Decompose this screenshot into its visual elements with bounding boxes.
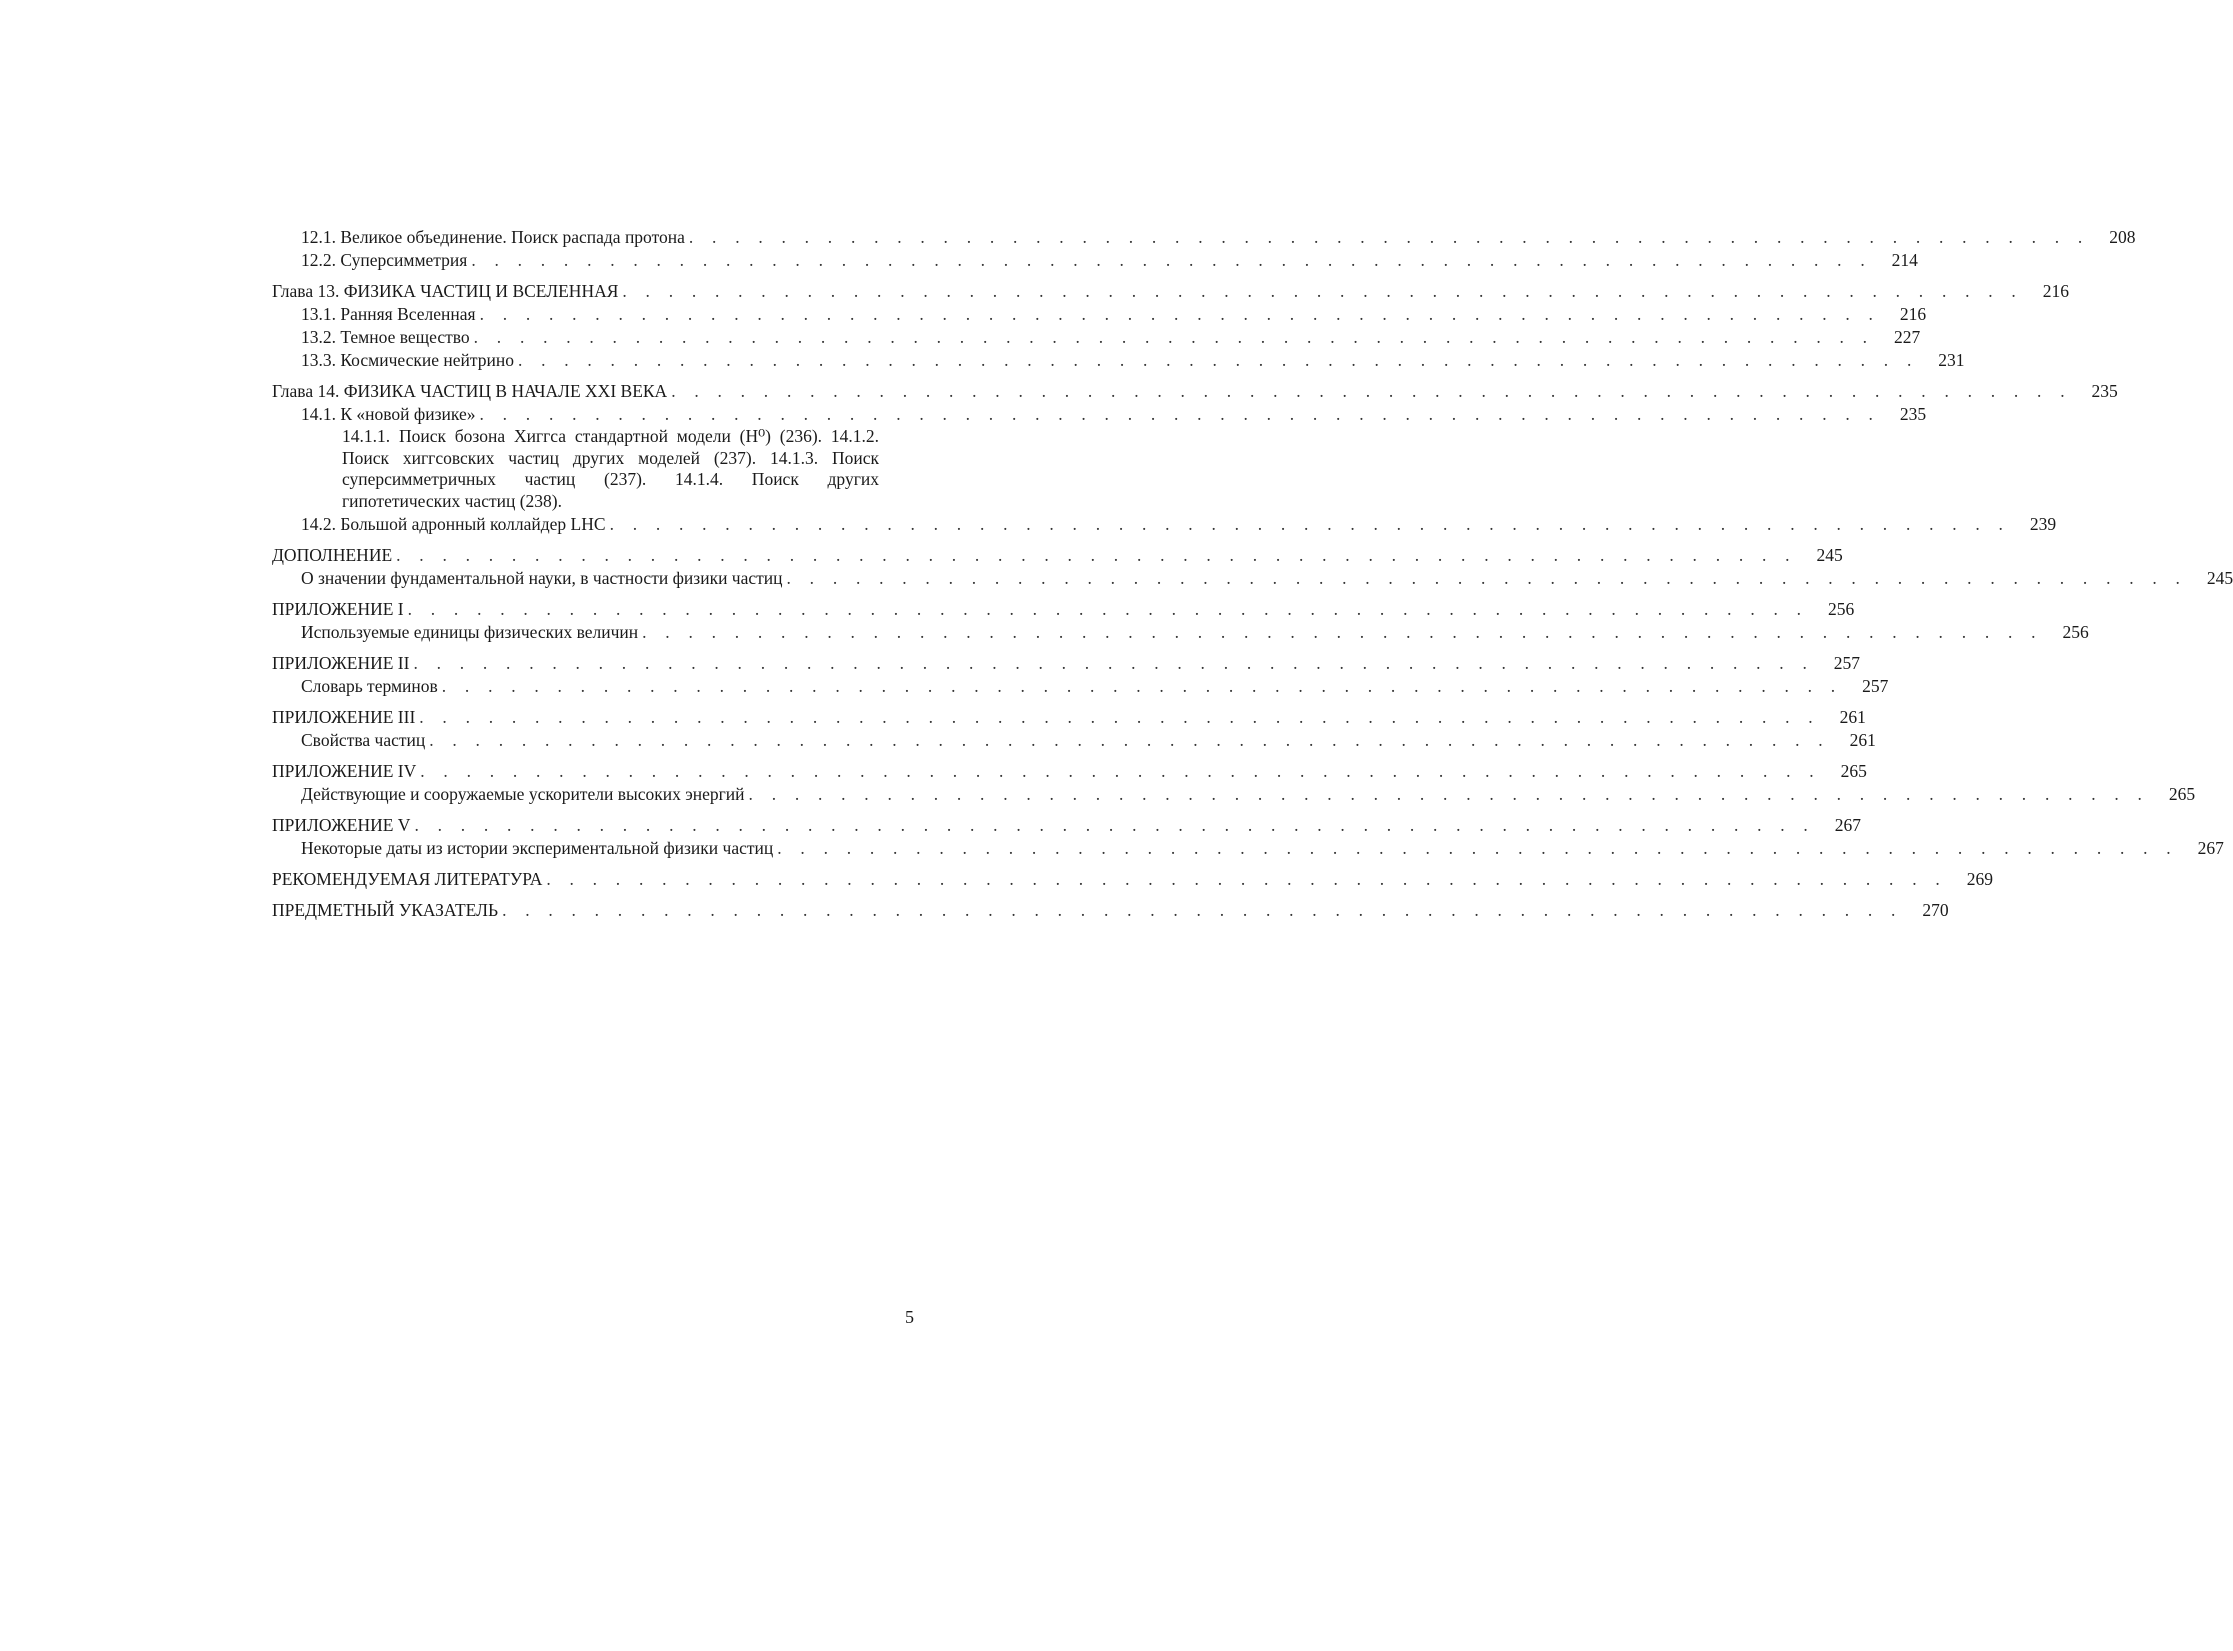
toc-entry-appendix-1[interactable]: [272, 621, 2089, 644]
toc-page-number: 267: [2197, 838, 2224, 858]
toc-entry-appendix-2[interactable]: [272, 675, 1889, 698]
toc-entry-title: О значении фундаментальной науки, в частности физики частиц: [301, 567, 787, 590]
toc-chapter-title: ПРЕДМЕТНЫЙ УКАЗАТЕЛЬ: [272, 899, 502, 922]
toc-entry-title: Словарь терминов: [301, 675, 442, 698]
toc-page-number: 257: [1862, 676, 1889, 696]
toc-chapter-title: ПРИЛОЖЕНИЕ V: [272, 814, 414, 837]
toc-entry-title: Свойства частиц: [301, 729, 429, 752]
dot-leader: . . . . . . . . . . . . . . . . . . . . . . . . . . . . . . . . . . . . . . . . . . . . . . . . . . . . . . . . . . . . .: [419, 707, 1820, 727]
toc-page-number: 261: [1839, 707, 1866, 727]
toc-entry-title: Используемые единицы физических величин: [301, 621, 642, 644]
dot-leader: . . . . . . . . . . . . . . . . . . . . . . . . . . . . . . . . . . . . . . . . . . . . . . . . . . . . . . . . . . . . .: [671, 381, 2072, 401]
toc-entry-13-1[interactable]: [272, 303, 1927, 326]
toc-page-number: 261: [1849, 730, 1876, 750]
toc-chapter-appendix-5[interactable]: [272, 814, 1862, 837]
toc-page-number: 208: [2109, 227, 2136, 247]
toc-entry-supplement[interactable]: [272, 567, 2233, 590]
dot-leader: . . . . . . . . . . . . . . . . . . . . . . . . . . . . . . . . . . . . . . . . . . . . . . . . . . . . . . . . . . . . .: [777, 838, 2178, 858]
toc-page-number: 267: [1834, 815, 1862, 835]
toc-entry-title: 13.1. Ранняя Вселенная: [301, 303, 480, 326]
toc-page-number: 231: [1938, 350, 1965, 370]
dot-leader: . . . . . . . . . . . . . . . . . . . . . . . . . . . . . . . . . . . . . . . . . . . . . . . . . . . . . . . . . . . . .: [396, 545, 1797, 565]
toc-page-number: 214: [1891, 250, 1918, 270]
table-of-contents: [272, 226, 2233, 922]
toc-chapter-appendix-2[interactable]: [272, 652, 1861, 675]
toc-chapter-title: Глава 13. ФИЗИКА ЧАСТИЦ И ВСЕЛЕННАЯ: [272, 280, 622, 303]
toc-chapter-title: ПРИЛОЖЕНИЕ IV: [272, 760, 420, 783]
toc-chapter-appendix-4[interactable]: [272, 760, 1867, 783]
toc-page-number: 216: [2042, 281, 2069, 301]
toc-subsections-14-1: 14.1.1. Поиск бозона Хиггса стандартной модели (H⁰) (236). 14.1.2. Поиск хиггсовских частиц других моделей (237). 14.1.3. Поиск суперсимметричных частиц (237). 14.1.4. Поиск других гипотетических частиц (238).: [342, 426, 879, 511]
toc-page-number: 256: [2062, 622, 2089, 642]
toc-page-number: 270: [1922, 900, 1949, 920]
toc-chapter-title: ПРИЛОЖЕНИЕ II: [272, 652, 413, 675]
dot-leader: . . . . . . . . . . . . . . . . . . . . . . . . . . . . . . . . . . . . . . . . . . . . . . . . . . . . . . . . . . . . .: [479, 304, 1881, 324]
toc-entry-14-1[interactable]: [272, 403, 1927, 426]
toc-chapter-title: ПРИЛОЖЕНИЕ III: [272, 706, 419, 729]
toc-entry-appendix-5[interactable]: [272, 837, 2224, 860]
dot-leader: . . . . . . . . . . . . . . . . . . . . . . . . . . . . . . . . . . . . . . . . . . . . . . . . . . . . . . . . . . . . .: [473, 327, 1875, 347]
toc-entry-title: 13.3. Космические нейтрино: [301, 349, 518, 372]
toc-entry-title: 14.1. К «новой физике»: [301, 403, 480, 426]
dot-leader: . . . . . . . . . . . . . . . . . . . . . . . . . . . . . . . . . . . . . . . . . . . . . . . . . . . . . . . . . . . . .: [748, 784, 2150, 804]
toc-chapter-title: РЕКОМЕНДУЕМАЯ ЛИТЕРАТУРА: [272, 868, 546, 891]
toc-entry-12-2[interactable]: [272, 249, 1918, 272]
toc-entry-appendix-4[interactable]: [272, 783, 2196, 806]
dot-leader: . . . . . . . . . . . . . . . . . . . . . . . . . . . . . . . . . . . . . . . . . . . . . . . . . . . . . . . . . . . . .: [642, 622, 2043, 642]
toc-page-number: 227: [1893, 327, 1921, 347]
toc-entry-title: 12.1. Великое объединение. Поиск распада протона: [301, 226, 689, 249]
toc-page-number: 239: [2029, 514, 2057, 534]
dot-leader: . . . . . . . . . . . . . . . . . . . . . . . . . . . . . . . . . . . . . . . . . . . . . . . . . . . . . . . . . . . . .: [517, 350, 1919, 370]
toc-chapter-supplement[interactable]: [272, 544, 1843, 567]
toc-chapter-appendix-1[interactable]: [272, 598, 1855, 621]
toc-entry-title: 14.2. Большой адронный коллайдер LHC: [301, 513, 610, 536]
toc-page-number: 256: [1827, 599, 1855, 619]
toc-page-number: 265: [1840, 761, 1867, 781]
toc-entry-13-2[interactable]: [272, 326, 1921, 349]
toc-entry-title: Некоторые даты из истории экспериментальной физики частиц: [301, 837, 777, 860]
toc-entry-title: Действующие и сооружаемые ускорители высоких энергий: [301, 783, 749, 806]
dot-leader: . . . . . . . . . . . . . . . . . . . . . . . . . . . . . . . . . . . . . . . . . . . . . . . . . . . . . . . . . . . . .: [546, 869, 1947, 889]
dot-leader: . . . . . . . . . . . . . . . . . . . . . . . . . . . . . . . . . . . . . . . . . . . . . . . . . . . . . . . . . . . . .: [441, 676, 1843, 696]
toc-entry-14-2[interactable]: [272, 513, 2057, 536]
toc-page-number: 216: [1899, 304, 1927, 324]
toc-entry-appendix-3[interactable]: [272, 729, 1876, 752]
dot-leader: . . . . . . . . . . . . . . . . . . . . . . . . . . . . . . . . . . . . . . . . . . . . . . . . . . . . . . . . . . . . .: [609, 514, 2011, 534]
toc-entry-title: 12.2. Суперсимметрия: [301, 249, 471, 272]
toc-page-number: 257: [1833, 653, 1861, 673]
toc-chapter-title: Глава 14. ФИЗИКА ЧАСТИЦ В НАЧАЛЕ XXI ВЕКА: [272, 380, 671, 403]
toc-entry-12-1[interactable]: [272, 226, 2136, 249]
toc-chapter-index[interactable]: [272, 899, 1949, 922]
dot-leader: . . . . . . . . . . . . . . . . . . . . . . . . . . . . . . . . . . . . . . . . . . . . . . . . . . . . . . . . . . . . .: [786, 568, 2188, 588]
dot-leader: . . . . . . . . . . . . . . . . . . . . . . . . . . . . . . . . . . . . . . . . . . . . . . . . . . . . . . . . . . . . .: [407, 599, 1809, 619]
dot-leader: . . . . . . . . . . . . . . . . . . . . . . . . . . . . . . . . . . . . . . . . . . . . . . . . . . . . . . . . . . . . .: [479, 404, 1881, 424]
toc-entry-13-3[interactable]: [272, 349, 1965, 372]
toc-chapter-13[interactable]: [272, 280, 2069, 303]
toc-chapter-title: ДОПОЛНЕНИЕ: [272, 544, 396, 567]
toc-chapter-title: ПРИЛОЖЕНИЕ I: [272, 598, 408, 621]
dot-leader: . . . . . . . . . . . . . . . . . . . . . . . . . . . . . . . . . . . . . . . . . . . . . . . . . . . . . . . . . . . . .: [414, 815, 1816, 835]
dot-leader: . . . . . . . . . . . . . . . . . . . . . . . . . . . . . . . . . . . . . . . . . . . . . . . . . . . . . . . . . . . . .: [429, 730, 1830, 750]
toc-chapter-appendix-3[interactable]: [272, 706, 1866, 729]
toc-page-number: 269: [1966, 869, 1993, 889]
toc-page-number: 235: [2091, 381, 2118, 401]
page-number: 5: [905, 1307, 914, 1327]
toc-page-number: 245: [2206, 568, 2233, 588]
dot-leader: . . . . . . . . . . . . . . . . . . . . . . . . . . . . . . . . . . . . . . . . . . . . . . . . . . . . . . . . . . . . .: [413, 653, 1815, 673]
dot-leader: . . . . . . . . . . . . . . . . . . . . . . . . . . . . . . . . . . . . . . . . . . . . . . . . . . . . . . . . . . . . .: [471, 250, 1872, 270]
toc-page-number: 245: [1816, 545, 1843, 565]
dot-leader: . . . . . . . . . . . . . . . . . . . . . . . . . . . . . . . . . . . . . . . . . . . . . . . . . . . . . . . . . . . . .: [622, 281, 2023, 301]
toc-chapter-literature[interactable]: [272, 868, 1993, 891]
toc-page-number: 265: [2168, 784, 2196, 804]
toc-entry-title: 13.2. Темное вещество: [301, 326, 474, 349]
toc-page-number: 235: [1899, 404, 1927, 424]
toc-chapter-14[interactable]: [272, 380, 2118, 403]
dot-leader: . . . . . . . . . . . . . . . . . . . . . . . . . . . . . . . . . . . . . . . . . . . . . . . . . . . . . . . . . . . . .: [502, 900, 1903, 920]
dot-leader: . . . . . . . . . . . . . . . . . . . . . . . . . . . . . . . . . . . . . . . . . . . . . . . . . . . . . . . . . . . . .: [688, 227, 2090, 247]
dot-leader: . . . . . . . . . . . . . . . . . . . . . . . . . . . . . . . . . . . . . . . . . . . . . . . . . . . . . . . . . . . . .: [420, 761, 1821, 781]
